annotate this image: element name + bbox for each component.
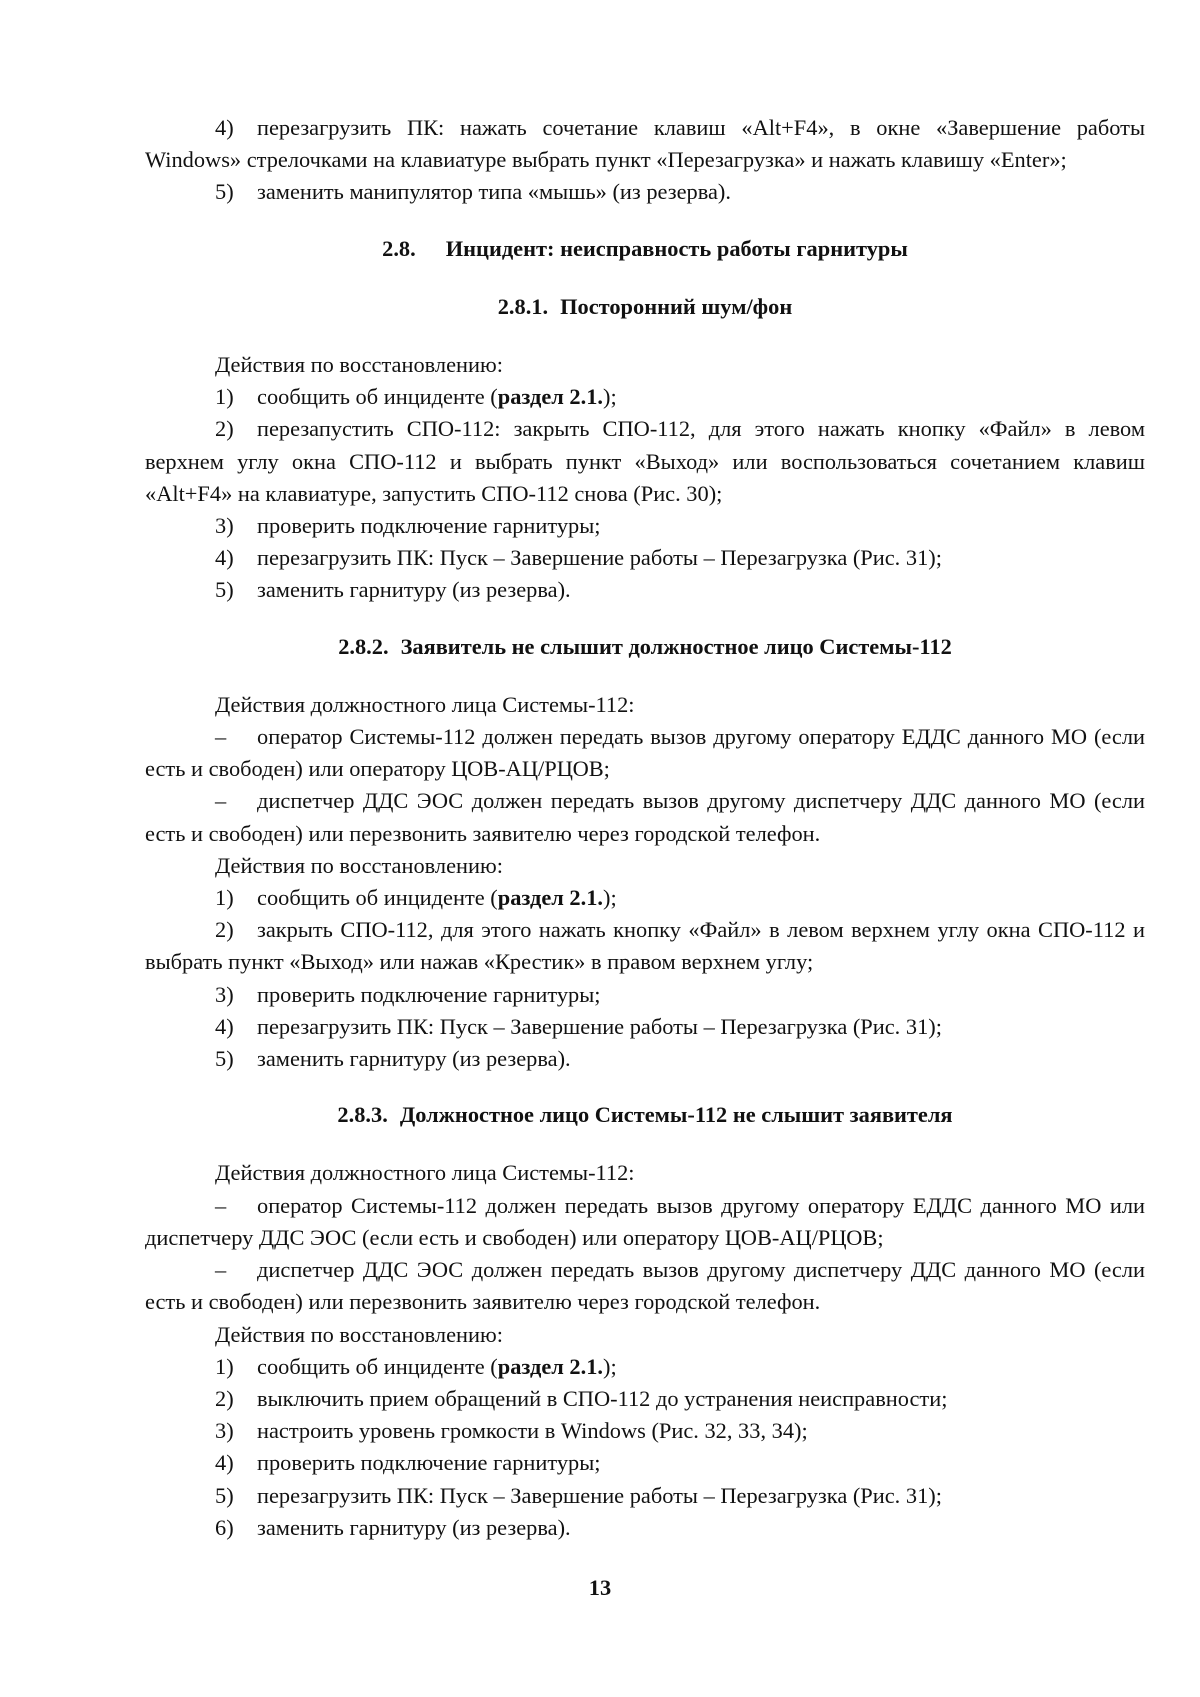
section-heading-2-8: 2.8. Инцидент: неисправность работы гарнитуры: [382, 235, 908, 261]
list-item: 4) проверить подключение гарнитуры;: [215, 1450, 601, 1476]
intro-text: Действия должностного лица Системы-112:: [215, 1160, 635, 1186]
list-item: 4) перезагрузить ПК: нажать сочетание клавиш «Alt+F4», в окне «Завершение работы Windows» стрелочками на клавиатуре выбрать пункт «Перезагрузка» и нажать клавишу «Enter»;: [145, 115, 1145, 173]
intro-text: Действия по восстановлению:: [215, 852, 503, 878]
list-item: 3) настроить уровень громкости в Windows (Рис. 32, 33, 34);: [215, 1418, 808, 1444]
intro-text: Действия по восстановлению:: [215, 352, 503, 378]
list-item: 2) перезапустить СПО-112: закрыть СПО-112, для этого нажать кнопку «Файл» в левом верхнем углу окна СПО-112 и выбрать пункт «Выход» или воспользоваться сочетанием клавиш «Alt+F4» на клавиатуре, запустить СПО-112 снова (Рис. 30);: [145, 416, 1145, 506]
dash-item: – оператор Системы-112 должен передать вызов другому оператору ЕДДС данного МО или диспетчеру ДДС ЭОС (если есть и свободен) или оператору ЦОВ-АЦ/РЦОВ;: [145, 1192, 1145, 1250]
intro-text: Действия должностного лица Системы-112:: [215, 691, 635, 717]
dash-item: – диспетчер ДДС ЭОС должен передать вызов другому диспетчеру ДДС данного МО (если есть и свободен) или перезвонить заявителю через городской телефон.: [145, 788, 1145, 846]
list-item: 5) заменить манипулятор типа «мышь» (из резерва).: [215, 179, 731, 205]
section-heading-2-8-1: 2.8.1. Посторонний шум/фон: [497, 293, 793, 319]
list-item: 2) закрыть СПО-112, для этого нажать кнопку «Файл» в левом верхнем углу окна СПО-112 и выбрать пункт «Выход» или нажав «Крестик» в правом верхнем углу;: [145, 917, 1145, 975]
list-item: 3) проверить подключение гарнитуры;: [215, 513, 601, 539]
section-heading-2-8-2: 2.8.2. Заявитель не слышит должностное лицо Системы-112: [338, 633, 952, 659]
dash-item: – оператор Системы-112 должен передать вызов другому оператору ЕДДС данного МО (если есть и свободен) или оператору ЦОВ-АЦ/РЦОВ;: [145, 724, 1145, 782]
list-item: 3) проверить подключение гарнитуры;: [215, 981, 601, 1007]
list-item: 4) перезагрузить ПК: Пуск – Завершение работы – Перезагрузка (Рис. 31);: [215, 1013, 942, 1039]
page-number: 13: [588, 1575, 612, 1600]
list-item: 1) сообщить об инциденте (раздел 2.1.);: [215, 1353, 617, 1379]
list-item: 5) заменить гарнитуру (из резерва).: [215, 1046, 571, 1072]
intro-text: Действия по восстановлению:: [215, 1321, 503, 1347]
list-item: 6) заменить гарнитуру (из резерва).: [215, 1514, 571, 1540]
list-item: 5) заменить гарнитуру (из резерва).: [215, 577, 571, 603]
dash-item: – диспетчер ДДС ЭОС должен передать вызов другому диспетчеру ДДС данного МО (если есть и свободен) или перезвонить заявителю через городской телефон.: [145, 1257, 1145, 1315]
section-heading-2-8-3: 2.8.3. Должностное лицо Системы-112 не слышит заявителя: [337, 1102, 953, 1128]
list-item: 2) выключить прием обращений в СПО-112 до устранения неисправности;: [215, 1385, 948, 1411]
list-item: 4) перезагрузить ПК: Пуск – Завершение работы – Перезагрузка (Рис. 31);: [215, 545, 942, 571]
list-item: 1) сообщить об инциденте (раздел 2.1.);: [215, 885, 617, 911]
list-item: 1) сообщить об инциденте (раздел 2.1.);: [215, 384, 617, 410]
list-item: 5) перезагрузить ПК: Пуск – Завершение работы – Перезагрузка (Рис. 31);: [215, 1482, 942, 1508]
